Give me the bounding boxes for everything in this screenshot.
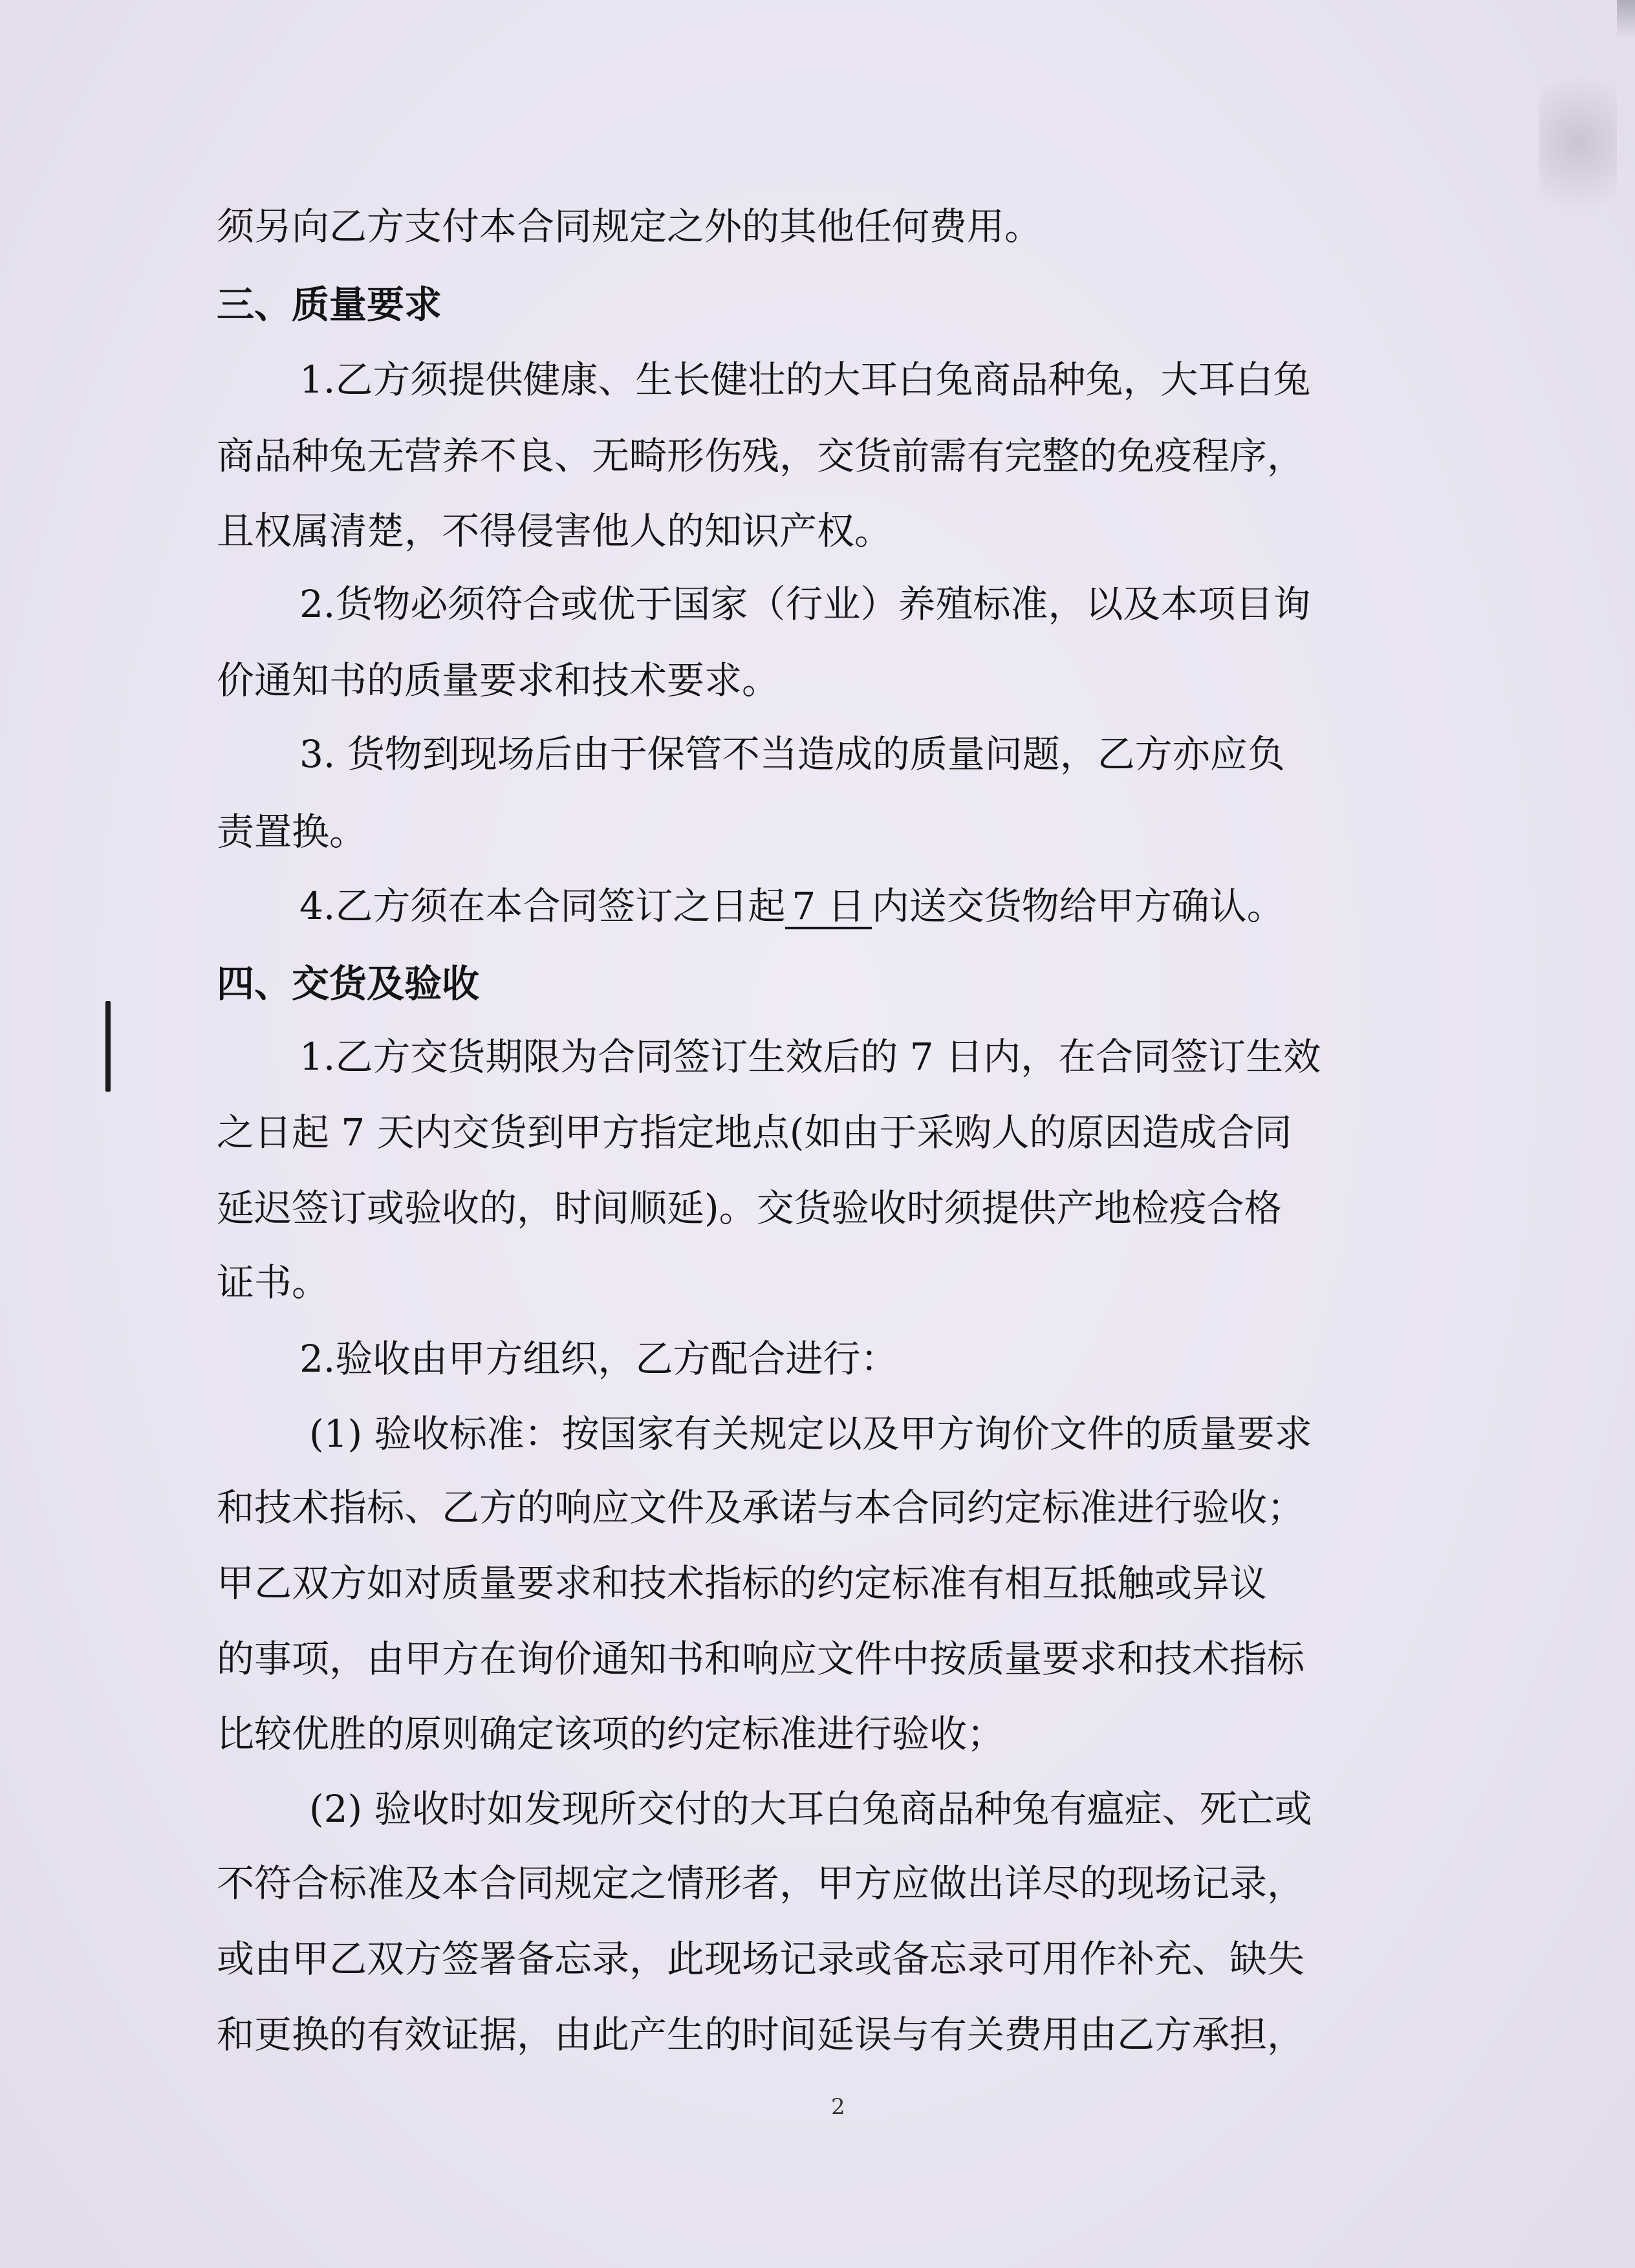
paragraph-line-6: 2.货物必须符合或优于国家（行业）养殖标准，以及本项目询 (299, 582, 1311, 626)
paragraph-line-17: (1) 验收标准：按国家有关规定以及甲方询价文件的质量要求 (309, 1412, 1312, 1456)
paragraph-line-22: (2) 验收时如发现所交付的大耳白兔商品种兔有瘟症、死亡或 (309, 1787, 1312, 1831)
section-heading-quality: 三、质量要求 (217, 283, 442, 327)
paragraph-line-14: 延迟签订或验收的，时间顺延)。交货验收时须提供产地检疫合格 (217, 1186, 1282, 1230)
delivery-days-underlined: 7 日 (785, 887, 871, 929)
paragraph-line-4: 商品种兔无营养不良、无畸形伤残，交货前需有完整的免疫程序， (217, 434, 1305, 478)
paragraph-line-1: 须另向乙方支付本合同规定之外的其他任何费用。 (217, 204, 1043, 248)
scan-edge-shadow (1617, 0, 1635, 39)
paragraph-line-8: 3. 货物到现场后由于保管不当造成的质量问题，乙方亦应负 (299, 732, 1285, 776)
paragraph-line-19: 甲乙双方如对质量要求和技术指标的约定标准有相互抵触或异议 (217, 1561, 1268, 1605)
delivery-clause-before: 4.乙方须在本合同签订之日起 (299, 884, 786, 928)
paragraph-line-18: 和技术指标、乙方的响应文件及承诺与本合同约定标准进行验收； (217, 1485, 1305, 1529)
section-heading-delivery: 四、交货及验收 (217, 962, 480, 1006)
page-number: 2 (831, 2094, 845, 2120)
paragraph-line-16: 2.验收由甲方组织，乙方配合进行： (299, 1337, 898, 1381)
paragraph-line-20: 的事项，由甲方在询价通知书和响应文件中按质量要求和技术指标 (217, 1637, 1305, 1681)
paragraph-line-13: 之日起 7 天内交货到甲方指定地点(如由于采购人的原因造成合同 (217, 1110, 1292, 1154)
scan-smudge (1539, 52, 1617, 233)
paragraph-line-25: 和更换的有效证据，由此产生的时间延误与有关费用由乙方承担， (217, 2013, 1305, 2057)
paragraph-line-23: 不符合标准及本合同规定之情形者，甲方应做出详尽的现场记录， (217, 1861, 1305, 1905)
paragraph-line-15: 证书。 (217, 1260, 330, 1304)
paragraph-line-3: 1.乙方须提供健康、生长健壮的大耳白兔商品种兔，大耳白兔 (299, 358, 1311, 402)
paragraph-line-24: 或由甲乙双方签署备忘录，此现场记录或备忘录可用作补充、缺失 (217, 1937, 1305, 1981)
delivery-clause-after: 内送交货物给甲方确认。 (871, 884, 1284, 928)
paragraph-line-10 (299, 883, 1284, 929)
paragraph-line-7: 价通知书的质量要求和技术要求。 (217, 658, 780, 702)
binding-mark (105, 1001, 111, 1092)
paragraph-line-21: 比较优胜的原则确定该项的约定标准进行验收； (217, 1712, 1005, 1756)
paragraph-line-12: 1.乙方交货期限为合同签订生效后的 7 日内，在合同签订生效 (299, 1035, 1321, 1079)
paragraph-line-5: 且权属清楚，不得侵害他人的知识产权。 (217, 509, 893, 553)
paragraph-line-9: 责置换。 (217, 810, 367, 854)
